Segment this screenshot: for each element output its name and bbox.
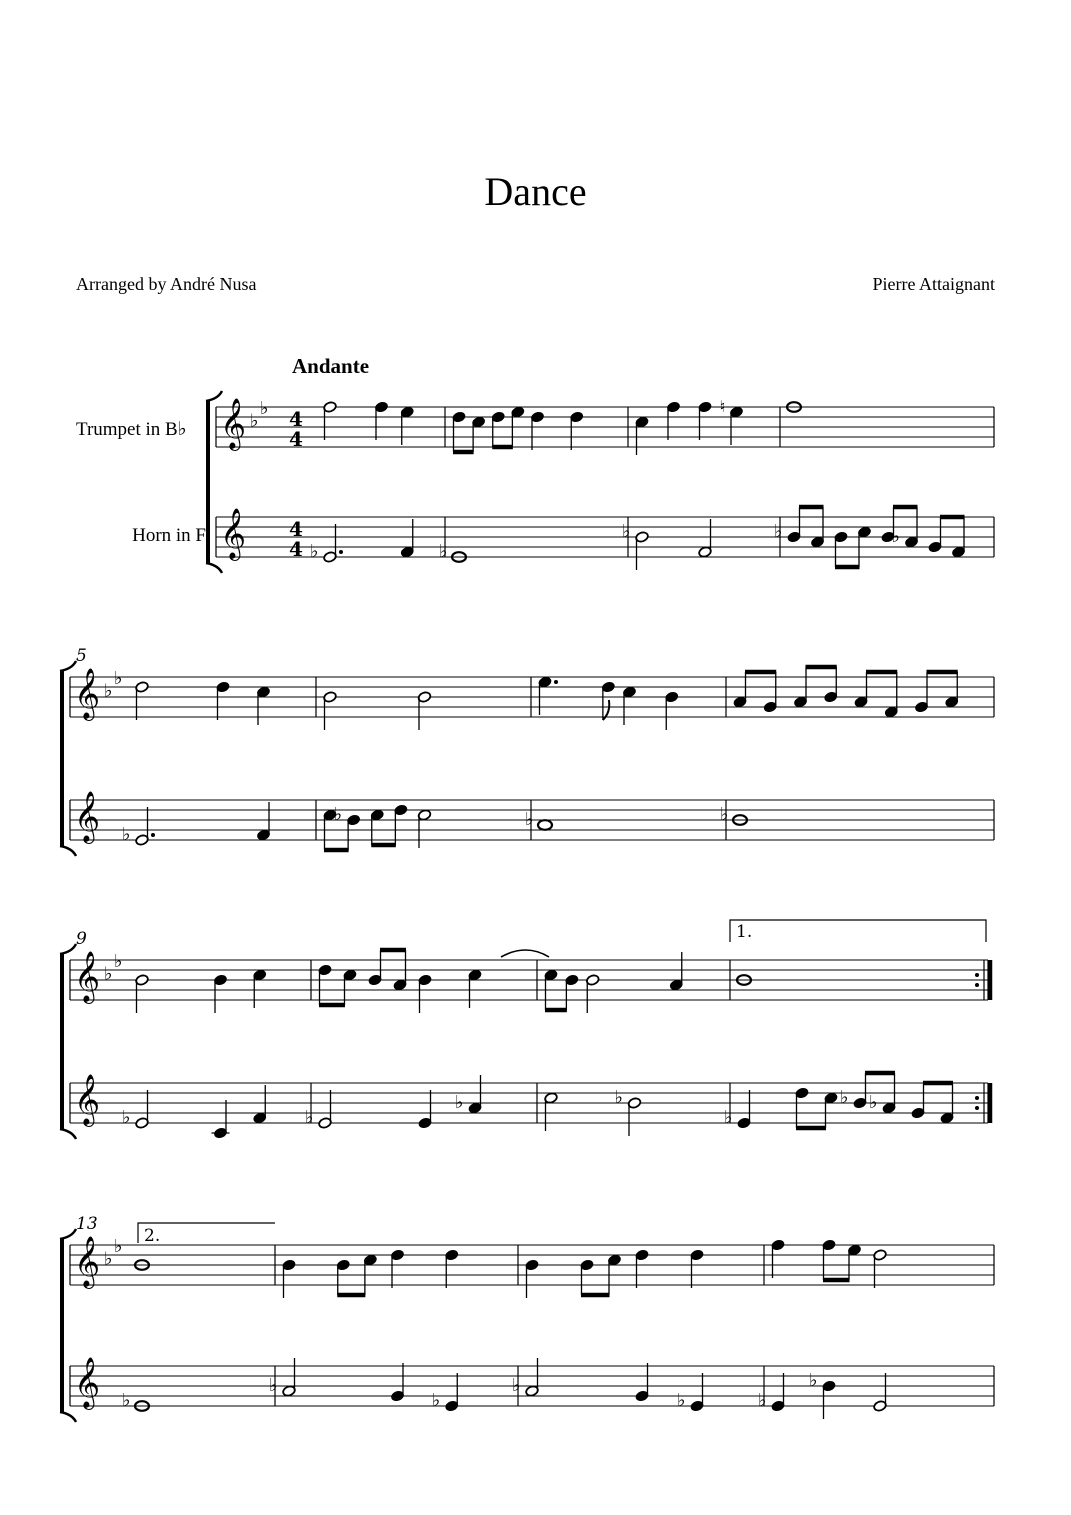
flat-icon: ♭	[869, 1092, 878, 1113]
repeat-dot	[975, 1106, 979, 1110]
arranger-credit: Arranged by André Nusa	[76, 274, 257, 294]
flat-icon: ♭	[720, 804, 729, 825]
instrument-name-trumpet: Trumpet in B♭	[76, 419, 187, 440]
flat-icon: ♭	[774, 521, 783, 542]
flat-icon: ♭	[677, 1390, 686, 1411]
flat-icon: ♭	[333, 804, 343, 825]
flat-icon: ♭	[250, 410, 259, 432]
whole-note	[538, 820, 552, 830]
flat-icon: ♭	[114, 951, 123, 972]
treble-clef-icon: 𝄞	[220, 398, 247, 449]
bracket-bottom-icon	[206, 563, 222, 573]
flat-icon: ♭	[525, 809, 534, 830]
time-sig-top: 4	[289, 517, 303, 541]
flat-icon: ♭	[840, 1087, 849, 1108]
tie	[501, 950, 549, 957]
volta-bracket-1	[730, 920, 986, 942]
flat-icon: ♭	[114, 668, 123, 689]
flat-icon: ♭	[439, 541, 448, 562]
time-sig-top: 4	[289, 407, 303, 431]
tempo-marking: Andante	[292, 354, 370, 378]
repeat-dot	[975, 983, 979, 987]
volta-label-1: 1.	[736, 922, 753, 942]
flat-icon: ♭	[455, 1092, 464, 1113]
score-title: Dance	[484, 169, 587, 214]
flat-icon: ♭	[122, 1107, 131, 1128]
flat-icon: ♭	[614, 1087, 623, 1108]
volta-label-2: 2.	[144, 1226, 161, 1246]
measure-number: 13	[76, 1214, 98, 1234]
flat-icon: ♭	[724, 1107, 733, 1128]
flat-icon: ♭	[809, 1370, 818, 1391]
treble-clef-icon: 𝄞	[74, 791, 101, 842]
treble-clef-icon: 𝄞	[74, 1074, 101, 1125]
dot	[554, 680, 558, 684]
flat-icon: ♭	[310, 541, 319, 562]
natural-icon: ♮	[719, 397, 726, 416]
flat-icon: ♭	[512, 1375, 521, 1396]
treble-clef-icon: 𝄞	[74, 951, 101, 1002]
flat-icon: ♭	[431, 1390, 441, 1411]
composer-credit: Pierre Attaignant	[872, 274, 995, 294]
dot	[339, 550, 343, 554]
flat-icon: ♭	[269, 1375, 278, 1396]
bracket-bottom-icon	[60, 1412, 76, 1422]
flat-icon: ♭	[622, 521, 631, 542]
flat-icon: ♭	[122, 824, 131, 845]
flat-icon: ♭	[758, 1390, 767, 1411]
flat-icon: ♭	[104, 1248, 113, 1270]
flat-icon: ♭	[122, 1390, 131, 1411]
treble-clef-icon: 𝄞	[74, 1357, 101, 1408]
flat-icon: ♭	[104, 963, 113, 985]
repeat-dot	[975, 973, 979, 977]
treble-clef-icon: 𝄞	[74, 1236, 101, 1287]
treble-clef-icon: 𝄞	[74, 668, 101, 719]
time-sig-bottom: 4	[289, 427, 303, 451]
dot	[151, 833, 155, 837]
flat-icon: ♭	[305, 1107, 314, 1128]
measure-number: 9	[76, 929, 87, 949]
flat-icon: ♭	[891, 526, 900, 547]
flat-icon: ♭	[114, 1236, 123, 1257]
treble-clef-icon: 𝄞	[220, 508, 247, 559]
repeat-dot	[975, 1096, 979, 1100]
measure-number: 5	[76, 646, 87, 666]
flat-icon: ♭	[260, 398, 269, 419]
time-sig-bottom: 4	[289, 537, 303, 561]
bracket-bottom-icon	[60, 1129, 76, 1139]
instrument-name-horn: Horn in F	[132, 525, 206, 546]
flat-icon: ♭	[104, 680, 113, 702]
bracket-bottom-icon	[60, 846, 76, 856]
